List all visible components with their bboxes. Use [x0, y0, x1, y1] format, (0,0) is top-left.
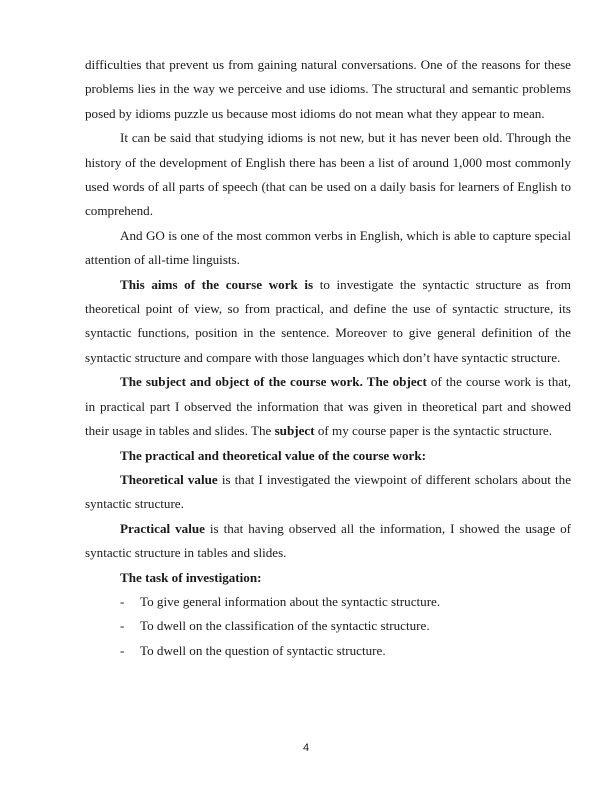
aims-label: This aims of the course work is [120, 276, 314, 292]
task-text: To give general information about the syntactic structure. [140, 593, 441, 609]
paragraph-intro-continued: difficulties that prevent us from gaining natural conversations. One of the reasons for these problems lies in the way we perceive and use idioms. The structural and semantic problems posed by idioms puzzle us because most idioms do not mean what they appear to mean. [85, 57, 571, 121]
subject-object-text-1: of the course work is that, in practical part I observed the information that was given in theoretical part and showed their usage in tables and slides. The [85, 374, 571, 439]
paragraph-aims [85, 273, 571, 371]
theoretical-value-text: is that I investigated the viewpoint of different scholars about the syntactic structure. [85, 471, 572, 512]
subject-object-text-2: of my course paper is the syntactic structure. [314, 423, 553, 439]
subject-label: subject [274, 423, 315, 439]
theoretical-value-label: Theoretical value [120, 471, 218, 487]
bullet-dash: - [120, 618, 125, 634]
paragraph-idioms-history: It can be said that studying idioms is not new, but it has never been old. Through the history of the development of English there has been a list of around 1,000 most commonly used words of all parts of speech (that can be used on a daily basis for learners of English to comprehend. [85, 130, 571, 219]
paragraph-theoretical-value [85, 468, 571, 517]
page-number: 4 [302, 742, 310, 754]
paragraph-subject-object [85, 370, 571, 443]
aims-text: to investigate the syntactic structure as from theoretical point of view, so from practical, and define the use of syntactic structure, its syntactic functions, position in the sentence. Moreover to give general definition of the syntactic structure and compare with those languages which don’t have syntactic structure. [85, 276, 571, 365]
paragraph-practical-value [85, 517, 571, 566]
task-list-item [85, 614, 571, 638]
value-heading: The practical and theoretical value of the course work: [120, 447, 426, 463]
bullet-dash: - [120, 642, 125, 658]
task-heading: The task of investigation: [120, 569, 262, 585]
task-list-item [85, 639, 571, 663]
bullet-dash: - [120, 593, 125, 609]
task-text: To dwell on the question of syntactic structure. [140, 642, 386, 658]
task-text: To dwell on the classification of the syntactic structure. [140, 618, 430, 634]
document-page [85, 53, 571, 663]
subject-object-label: The subject and object of the course work. The object [120, 374, 427, 390]
paragraph-go-verb: And GO is one of the most common verbs in English, which is able to capture special attention of all-time linguists. [85, 227, 571, 268]
task-list-item [85, 590, 571, 614]
practical-value-label: Practical value [120, 520, 205, 536]
practical-value-text: is that having observed all the information, I showed the usage of syntactic structure in tables and slides. [85, 520, 571, 561]
